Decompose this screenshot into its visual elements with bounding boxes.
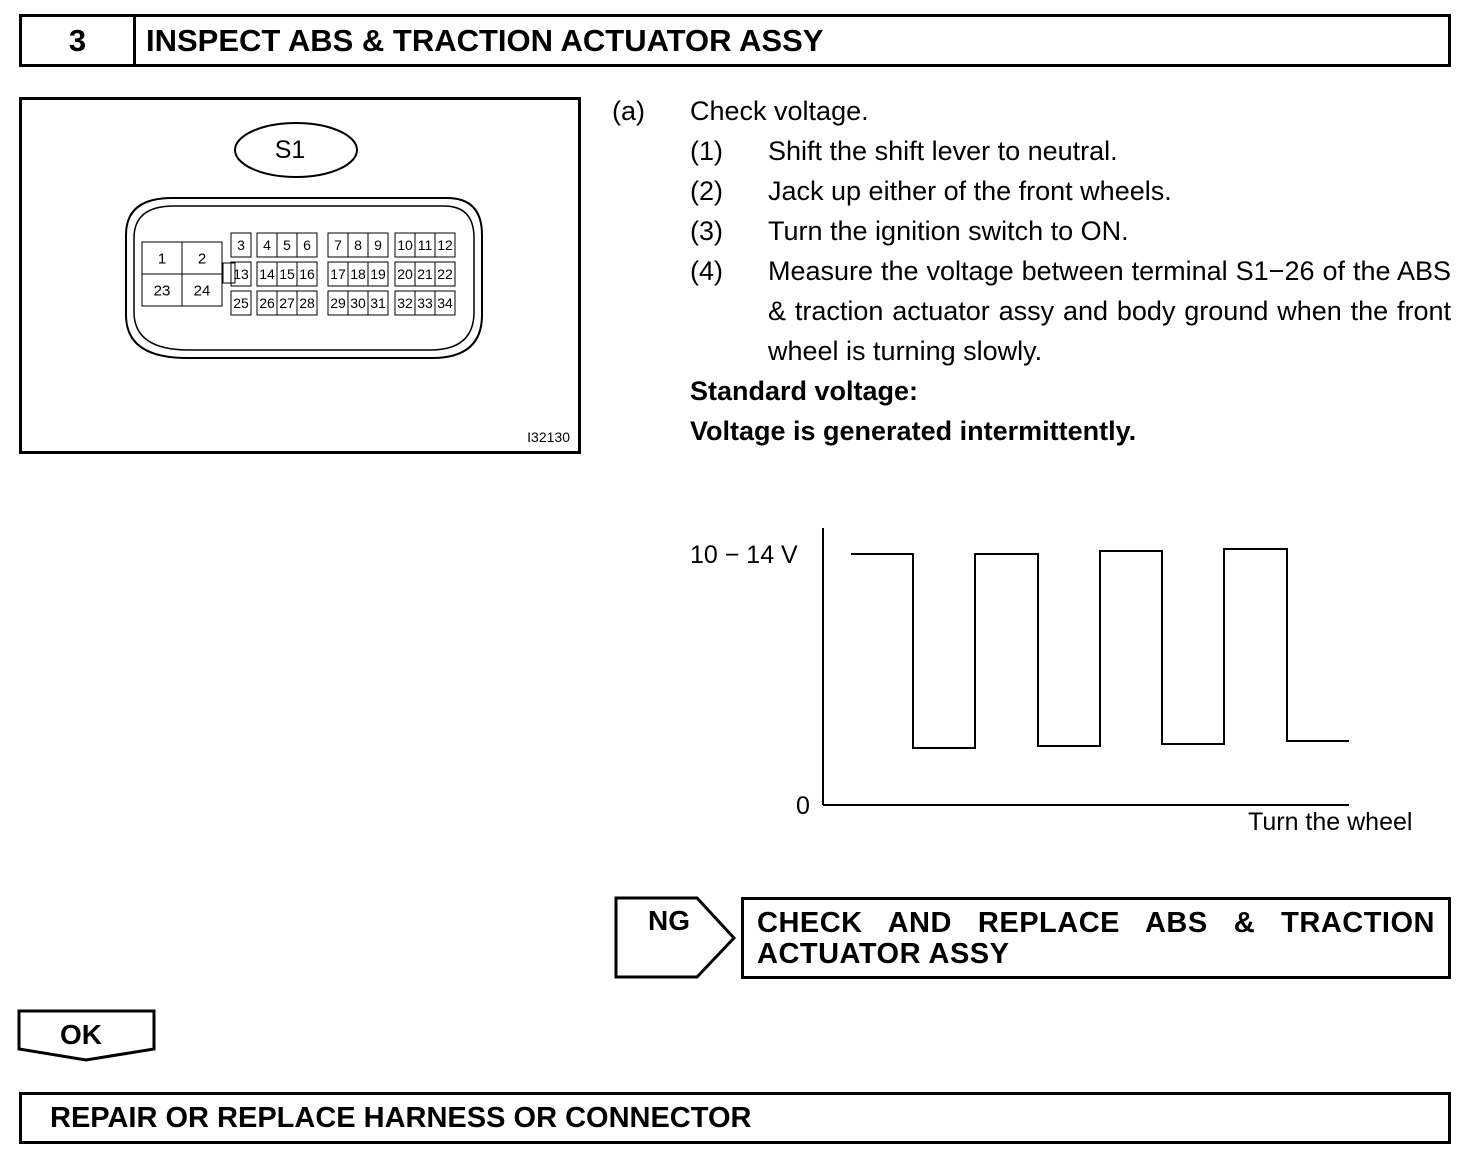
pin-31: 31 <box>370 295 386 312</box>
step-a-text: Check voltage. <box>690 96 869 126</box>
substep-2-num: (2) <box>690 176 723 206</box>
pin-8: 8 <box>354 237 362 254</box>
ok-result-text: REPAIR OR REPLACE HARNESS OR CONNECTOR <box>50 1101 752 1134</box>
pin-4: 4 <box>263 237 271 254</box>
pin-9: 9 <box>374 237 382 254</box>
pin-3: 3 <box>237 237 245 254</box>
pin-18: 18 <box>350 266 366 283</box>
pin-11: 11 <box>417 237 433 254</box>
ng-label: NG <box>648 905 690 936</box>
waveform-x-label: Turn the wheel <box>1248 808 1413 836</box>
pin-19: 19 <box>370 266 386 283</box>
connector-diagram <box>22 100 578 451</box>
standard-value: Voltage is generated intermittently. <box>690 416 1137 446</box>
pin-32: 32 <box>397 295 413 312</box>
ng-result-box <box>741 897 1451 979</box>
waveform-zero-label: 0 <box>796 792 810 820</box>
substep-1-text: Shift the shift lever to neutral. <box>768 136 1118 166</box>
pin-22: 22 <box>437 266 453 283</box>
step-a-marker: (a) <box>612 96 645 126</box>
substep-4-text: Measure the voltage between terminal S1−26 of the ABS & traction actuator assy and body ground when the front wheel is turning slowly. <box>768 256 1451 366</box>
pin-7: 7 <box>334 237 342 254</box>
pin-24: 24 <box>193 282 211 300</box>
pin-20: 20 <box>397 266 413 283</box>
pin-34: 34 <box>437 295 453 312</box>
pin-5: 5 <box>283 237 291 254</box>
pin-26: 26 <box>259 295 275 312</box>
substep-4-num: (4) <box>690 256 723 286</box>
pin-29: 29 <box>330 295 346 312</box>
pin-27: 27 <box>279 295 295 312</box>
pin-25: 25 <box>233 295 249 312</box>
ok-result-box <box>19 1092 1451 1144</box>
step-header <box>19 14 1451 67</box>
connector-label: S1 <box>274 136 306 164</box>
pin-17: 17 <box>330 266 346 283</box>
ng-result-text: CHECK AND REPLACE ABS & TRACTION ACTUATOR ASSY <box>757 907 1435 970</box>
pin-30: 30 <box>350 295 366 312</box>
ok-label: OK <box>60 1019 102 1050</box>
pin-23: 23 <box>153 282 171 300</box>
step-title: INSPECT ABS & TRACTION ACTUATOR ASSY <box>146 22 824 58</box>
pin-15: 15 <box>279 266 295 283</box>
substep-1-num: (1) <box>690 136 723 166</box>
step-number: 3 <box>22 17 136 64</box>
connector-figure <box>19 97 581 454</box>
pin-33: 33 <box>417 295 433 312</box>
pin-16: 16 <box>299 266 315 283</box>
pin-2: 2 <box>197 250 207 268</box>
pin-21: 21 <box>417 266 433 283</box>
pin-28: 28 <box>299 295 315 312</box>
standard-label: Standard voltage: <box>690 376 919 406</box>
pin-1: 1 <box>157 250 167 268</box>
substep-3-num: (3) <box>690 216 723 246</box>
pin-12: 12 <box>437 237 453 254</box>
substep-3-text: Turn the ignition switch to ON. <box>768 216 1129 246</box>
figure-code: I32130 <box>527 429 570 445</box>
pin-6: 6 <box>303 237 311 254</box>
waveform-signal <box>851 549 1349 748</box>
pin-13: 13 <box>233 266 249 283</box>
pin-10: 10 <box>397 237 413 254</box>
pin-14: 14 <box>259 266 275 283</box>
waveform-high-label: 10 − 14 V <box>690 541 798 569</box>
substep-2-text: Jack up either of the front wheels. <box>768 176 1172 206</box>
